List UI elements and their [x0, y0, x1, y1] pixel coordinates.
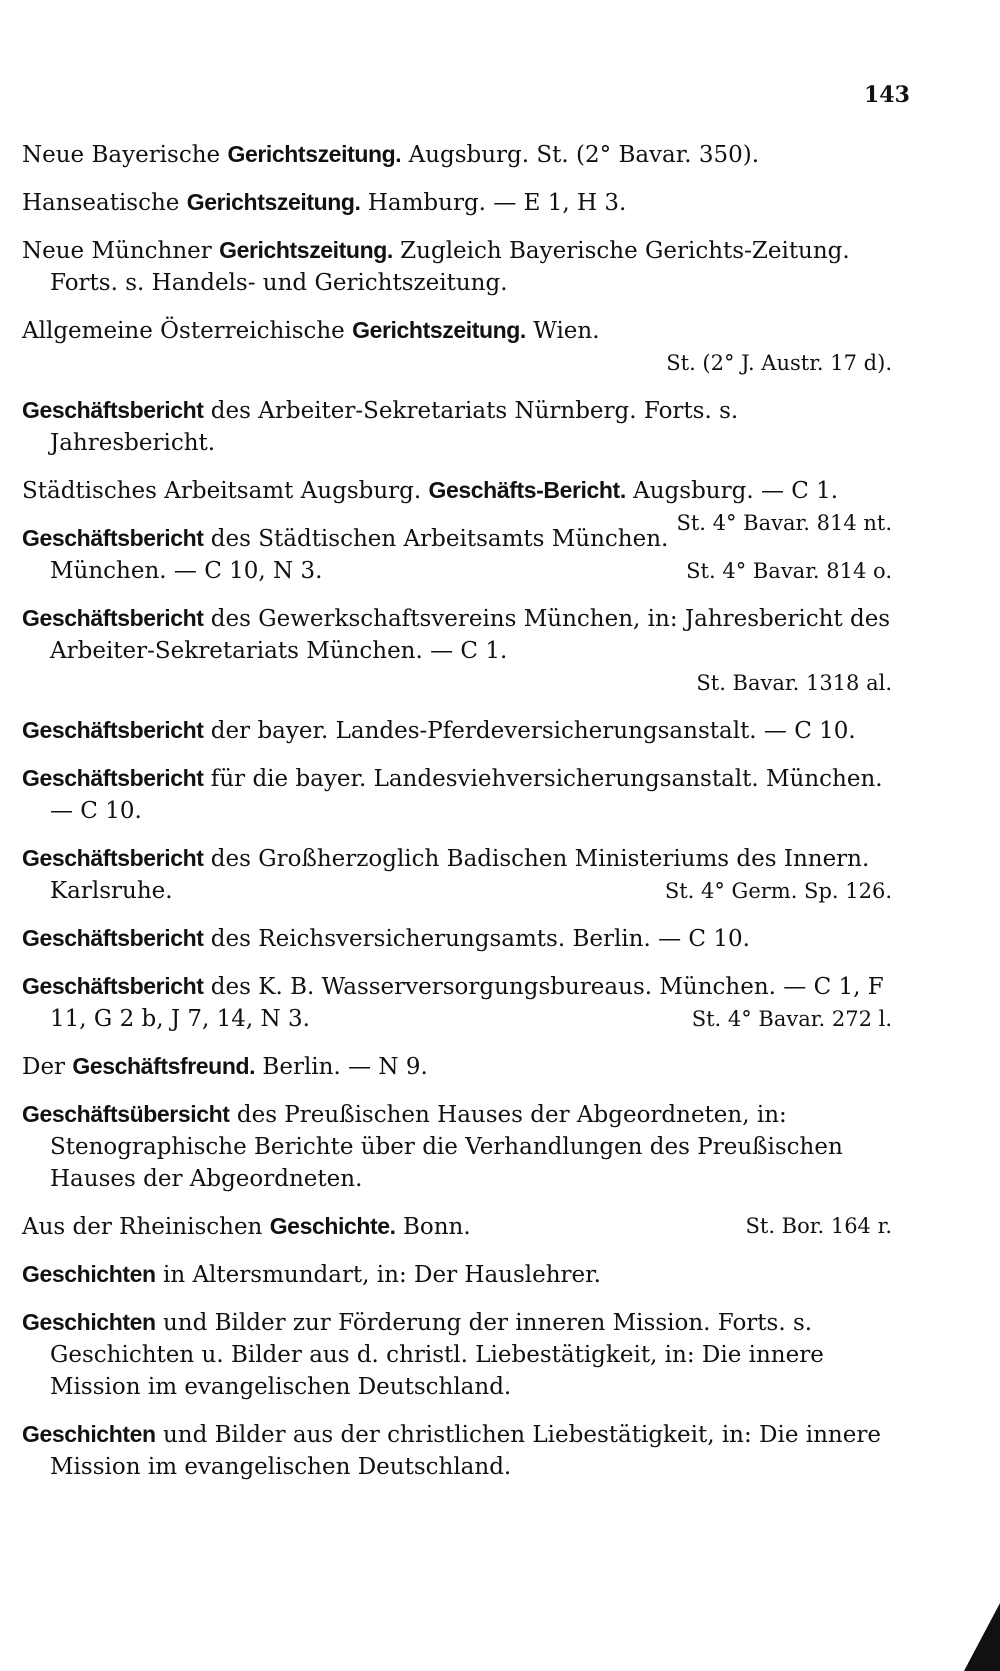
entry-text: des K. B. Wasserversorgungsbureaus. München. — C 1, F 11, G 2 b, J 7, 14, N 3. [50, 974, 884, 1032]
entry-prefix: Neue Bayerische [22, 142, 228, 168]
catalog-entry [22, 138, 892, 171]
shelfmark: St. 4° Bavar. 814 nt. [676, 511, 892, 535]
catalog-entry [22, 1418, 892, 1483]
entry-text: in Altersmundart, in: Der Hauslehrer. [155, 1262, 601, 1288]
entry-text: für die bayer. Landesviehversicherungsanstalt. München. — C 10. [50, 766, 883, 824]
catalog-entry [22, 186, 892, 219]
entry-prefix: Neue Münchner [22, 238, 220, 264]
entry-keyword: Geschäftsfreund. [72, 1053, 256, 1079]
entry-text: und Bilder zur Förderung der inneren Mission. Forts. s. Geschichten u. Bilder aus d. christl. Liebestätigkeit, in: Die innere Mission im evangelischen Deutschland. [50, 1310, 824, 1400]
catalog-entry [22, 602, 892, 699]
entry-keyword: Gerichtszeitung. [352, 317, 526, 343]
entry-keyword: Geschichten [22, 1309, 156, 1335]
entry-text: Wien. [525, 318, 600, 344]
page-number: 143 [864, 82, 910, 108]
entry-text: des Arbeiter-Sekretariats Nürnberg. Forts. s. Jahresbericht. [50, 398, 739, 456]
catalog-entry [22, 842, 892, 907]
entry-text: Zugleich Bayerische Gerichts-Zeitung. Forts. s. Handels- und Gerichtszeitung. [50, 238, 850, 296]
entry-text: Hamburg. — E 1, H 3. [360, 190, 627, 216]
entry-prefix: Aus der Rheinischen [22, 1214, 270, 1240]
entry-prefix: Allgemeine Österreichische [22, 318, 353, 344]
shelfmark: St. Bor. 164 r. [745, 1214, 892, 1238]
shelfmark: St. (2° J. Austr. 17 d). [666, 351, 892, 375]
entry-text: des Preußischen Hauses der Abgeordneten, in: Stenographische Berichte über die Verhandlungen des Preußischen Hauses der Abgeordneten. [50, 1102, 843, 1192]
catalog-entry [22, 314, 892, 379]
entry-text: Augsburg. — C 1. [625, 478, 839, 504]
catalog-entry [22, 394, 892, 459]
entry-keyword: Geschichten [22, 1421, 156, 1447]
shelfmark: St. Bavar. 1318 al. [696, 671, 892, 695]
entry-text: und Bilder aus der christlichen Liebestätigkeit, in: Die innere Mission im evangelischen Deutschland. [50, 1422, 881, 1480]
entry-text: Bonn. [395, 1214, 471, 1240]
entry-text: des Großherzoglich Badischen Ministeriums des Innern. Karlsruhe. [50, 846, 870, 904]
entry-keyword: Geschichten [22, 1261, 156, 1287]
catalog-entry [22, 762, 892, 827]
entry-keyword: Gerichtszeitung. [227, 141, 402, 167]
catalog-entry [22, 1258, 892, 1291]
entry-keyword: Geschäftsbericht [22, 765, 204, 791]
catalog-entry [22, 1050, 892, 1083]
shelfmark: St. 4° Bavar. 814 o. [686, 559, 892, 583]
catalog-entry [22, 714, 892, 747]
entry-text: des Städtischen Arbeitsamts München. München. — C 10, N 3. [50, 526, 669, 584]
catalog-entry [22, 474, 892, 535]
entry-keyword: Gerichtszeitung. [219, 237, 393, 263]
catalog-entry [22, 922, 892, 955]
entry-text: des Reichsversicherungsamts. Berlin. — C 10. [203, 926, 750, 952]
catalog-entry [22, 1098, 892, 1195]
entry-prefix: Städtisches Arbeitsamt Augsburg. [22, 478, 429, 504]
shelfmark: St. 4° Bavar. 272 l. [691, 1007, 892, 1031]
entry-text: Berlin. — N 9. [255, 1054, 428, 1080]
entry-text: der bayer. Landes-Pferdeversicherungsanstalt. — C 10. [203, 718, 856, 744]
entry-prefix: Hanseatische [22, 190, 187, 216]
entry-keyword: Geschäftsbericht [22, 397, 204, 423]
entry-keyword: Geschäftsbericht [22, 525, 204, 551]
catalog-entries [22, 138, 892, 1498]
catalog-entry [22, 970, 892, 1035]
catalog-entry [22, 1306, 892, 1403]
entry-keyword: Geschäftsbericht [22, 845, 204, 871]
entry-keyword: Geschäfts-Bericht. [428, 477, 626, 503]
entry-keyword: Gerichtszeitung. [186, 189, 361, 215]
shelfmark: St. 4° Germ. Sp. 126. [664, 879, 892, 903]
entry-keyword: Geschäftsbericht [22, 717, 204, 743]
entry-keyword: Geschäftsbericht [22, 925, 204, 951]
entry-keyword: Geschäftsbericht [22, 973, 204, 999]
entry-keyword: Geschäftsübersicht [22, 1101, 230, 1127]
entry-keyword: Geschäftsbericht [22, 605, 204, 631]
page-corner-mark [964, 1603, 1000, 1671]
catalog-entry [22, 234, 892, 299]
entry-text: des Gewerkschaftsvereins München, in: Jahresbericht des Arbeiter-Sekretariats München. — C 1. [50, 606, 891, 664]
entry-prefix: Der [22, 1054, 73, 1080]
entry-text: Augsburg. St. (2° Bavar. 350). [401, 142, 760, 168]
catalog-entry [22, 1210, 892, 1243]
entry-keyword: Geschichte. [269, 1213, 396, 1239]
